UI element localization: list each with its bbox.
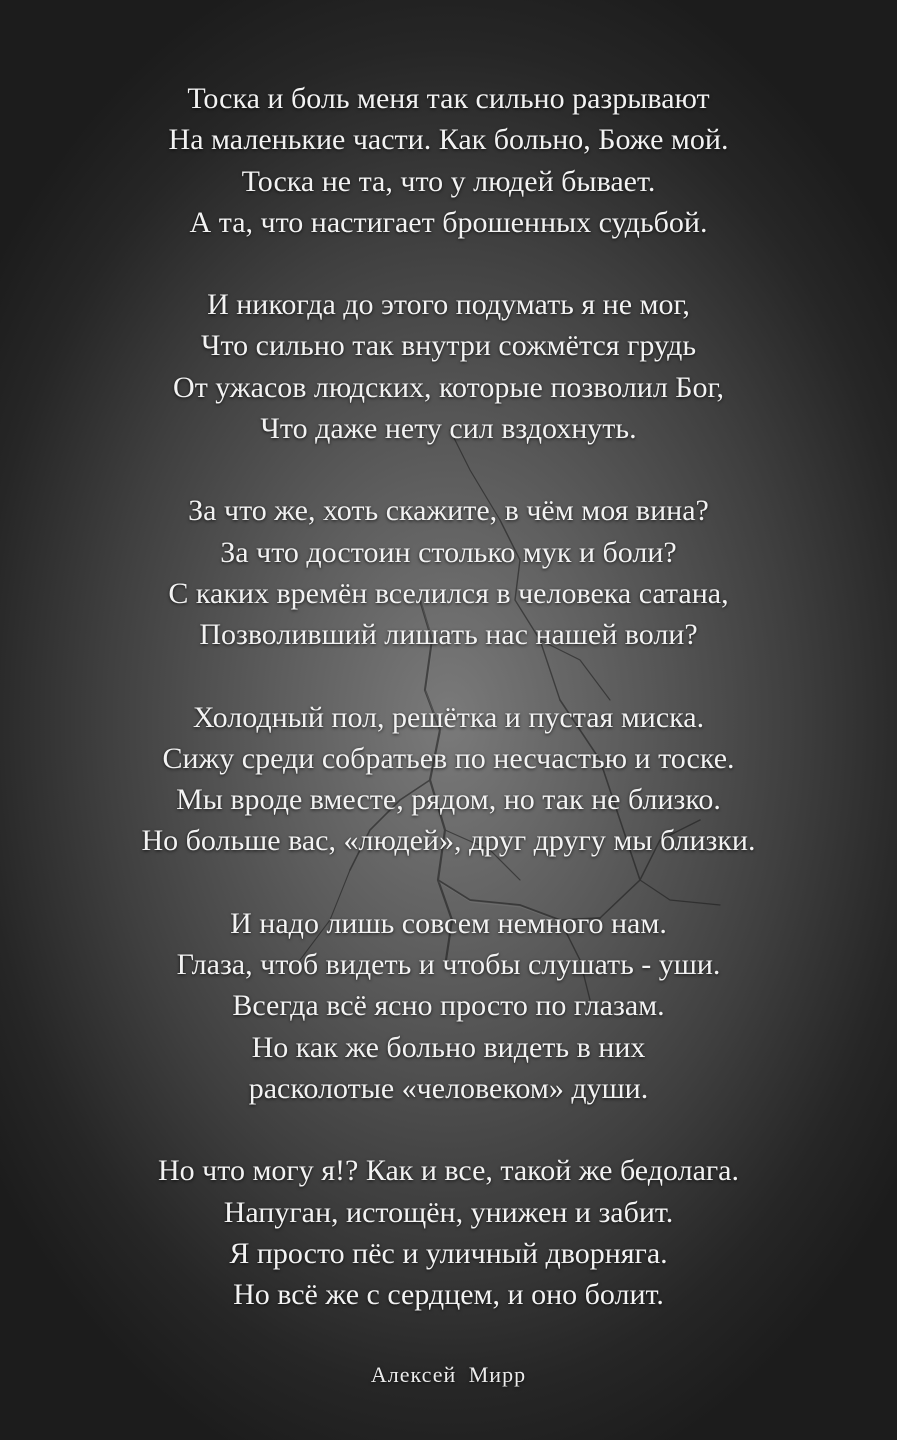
poem-line: Глаза, чтоб видеть и чтобы слушать - уши. — [176, 948, 721, 982]
poem-line: Холодный пол, решётка и пустая миска. — [192, 700, 705, 734]
poem-line: За что достоин столько мук и боли? — [220, 535, 677, 569]
poem-line: Но что могу я!? Как и все, такой же бедолага. — [157, 1154, 739, 1188]
stanza-1 — [0, 78, 897, 243]
poem-line: А та, что настигает брошенных судьбой. — [189, 205, 708, 239]
stanza-6 — [0, 1150, 897, 1315]
poem-line: расколотые «человеком» души. — [248, 1071, 649, 1105]
poem-line: Позволивший лишать нас нашей воли? — [199, 618, 698, 652]
poem-line: Что сильно так внутри сожмётся грудь — [200, 329, 697, 363]
poem-line: Но больше вас, «людей», друг другу мы близки. — [141, 824, 756, 858]
poem — [0, 78, 897, 1356]
poem-line: И никогда до этого подумать я не мог, — [207, 288, 690, 322]
author-signature: Алексей Мирр — [370, 1362, 527, 1387]
stanza-5 — [0, 903, 897, 1109]
poem-line: От ужасов людских, которые позволил Бог, — [173, 370, 724, 404]
poem-line: Что даже нету сил вздохнуть. — [260, 412, 637, 446]
poem-line: Напуган, истощён, унижен и забит. — [223, 1195, 674, 1229]
poem-line: Но всё же с сердцем, и оно болит. — [233, 1278, 664, 1312]
poem-line: Всегда всё ясно просто по глазам. — [232, 989, 665, 1023]
poem-line: Тоска не та, что у людей бывает. — [241, 164, 656, 198]
poem-line: Я просто пёс и уличный дворняга. — [229, 1236, 668, 1270]
poem-line: Мы вроде вместе, рядом, но так не близко. — [176, 783, 721, 817]
poem-line: С каких времён вселился в человека сатана, — [168, 576, 729, 610]
poem-line: И надо лишь совсем немного нам. — [230, 906, 667, 940]
poem-line: За что же, хоть скажите, в чём моя вина? — [188, 494, 709, 528]
poem-line: Тоска и боль меня так сильно разрывают — [187, 82, 710, 115]
stanza-4 — [0, 697, 897, 862]
stanza-3 — [0, 490, 897, 655]
poem-line: Сижу среди собратьев по несчастью и тоске. — [162, 741, 735, 775]
poem-line: Но как же больно видеть в них — [251, 1030, 646, 1064]
stanza-2 — [0, 284, 897, 449]
poem-line: На маленькие части. Как больно, Боже мой. — [168, 123, 729, 157]
